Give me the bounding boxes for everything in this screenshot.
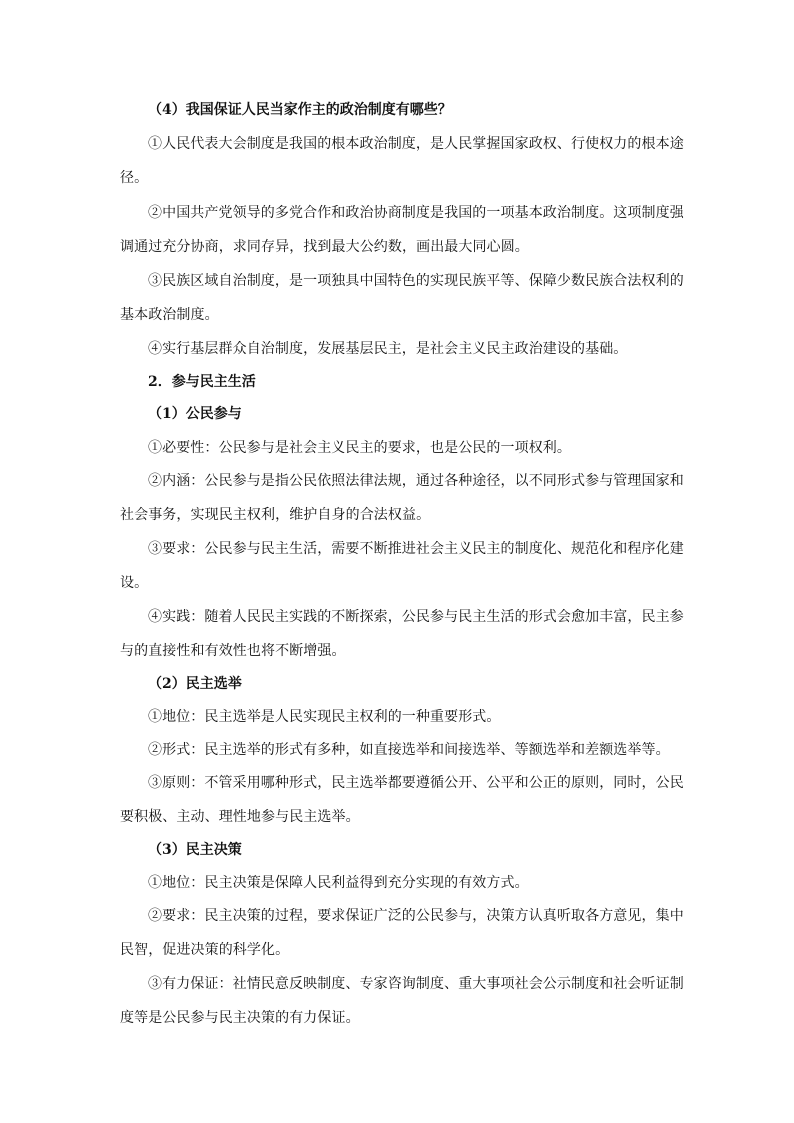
paragraph-line: 度等是公民参与民主决策的有力保证。 — [120, 1010, 360, 1026]
paragraph-line: 调通过充分协商，求同存异，找到最大公约数，画出最大同心圆。 — [120, 239, 529, 255]
paragraph-line: 要积极、主动、理性地参与民主选举。 — [120, 809, 360, 825]
section-4-heading: （4）我国保证人民当家作主的政治制度有哪些？ — [148, 102, 452, 118]
subsection-2-heading: （2）民主选举 — [148, 676, 242, 692]
paragraph-line: ②中国共产党领导的多党合作和政治协商制度是我国的一项基本政治制度。这项制度强 — [148, 205, 684, 221]
paragraph-line: ①人民代表大会制度是我国的根本政治制度，是人民掌握国家政权、行使权力的根本途 — [148, 136, 684, 152]
paragraph-line: ③民族区域自治制度，是一项独具中国特色的实现民族平等、保障少数民族合法权利的 — [148, 273, 684, 289]
paragraph-line: ①必要性：公民参与是社会主义民主的要求，也是公民的一项权利。 — [148, 440, 571, 456]
paragraph-line: ①地位：民主选举是人民实现民主权利的一种重要形式。 — [148, 709, 501, 725]
paragraph-line: ③原则：不管采用哪种形式，民主选举都要遵循公开、公平和公正的原则，同时，公民 — [148, 775, 684, 791]
subsection-1-heading: （1）公民参与 — [148, 406, 242, 422]
paragraph-line: 基本政治制度。 — [120, 307, 219, 323]
paragraph-line: 民智，促进决策的科学化。 — [120, 942, 290, 958]
paragraph-line: 设。 — [120, 575, 149, 591]
subsection-3-heading: （3）民主决策 — [148, 842, 242, 858]
paragraph-line: ④实践：随着人民民主实践的不断探索，公民参与民主生活的形式会愈加丰富，民主参 — [148, 609, 684, 625]
paragraph-line: ③有力保证：社情民意反映制度、专家咨询制度、重大事项社会公示制度和社会听证制 — [148, 976, 684, 992]
paragraph-line: ①地位：民主决策是保障人民利益得到充分实现的有效方式。 — [148, 875, 529, 891]
paragraph-line: 社会事务，实现民主权利，维护自身的合法权益。 — [120, 507, 431, 523]
paragraph-line: ②要求：民主决策的过程，要求保证广泛的公民参与，决策方认真听取各方意见，集中 — [148, 908, 684, 924]
paragraph-line: ④实行基层群众自治制度，发展基层民主，是社会主义民主政治建设的基础。 — [148, 341, 628, 357]
paragraph-line: 与的直接性和有效性也将不断增强。 — [120, 643, 346, 659]
paragraph-line: ③要求：公民参与民主生活，需要不断推进社会主义民主的制度化、规范化和程序化建 — [148, 541, 684, 557]
paragraph-line: 径。 — [120, 170, 149, 186]
paragraph-line: ②内涵：公民参与是指公民依照法律法规，通过各种途径，以不同形式参与管理国家和 — [148, 473, 684, 489]
heading-2: 2．参与民主生活 — [148, 374, 256, 390]
paragraph-line: ②形式：民主选举的形式有多种，如直接选举和间接选举、等额选举和差额选举等。 — [148, 742, 670, 758]
